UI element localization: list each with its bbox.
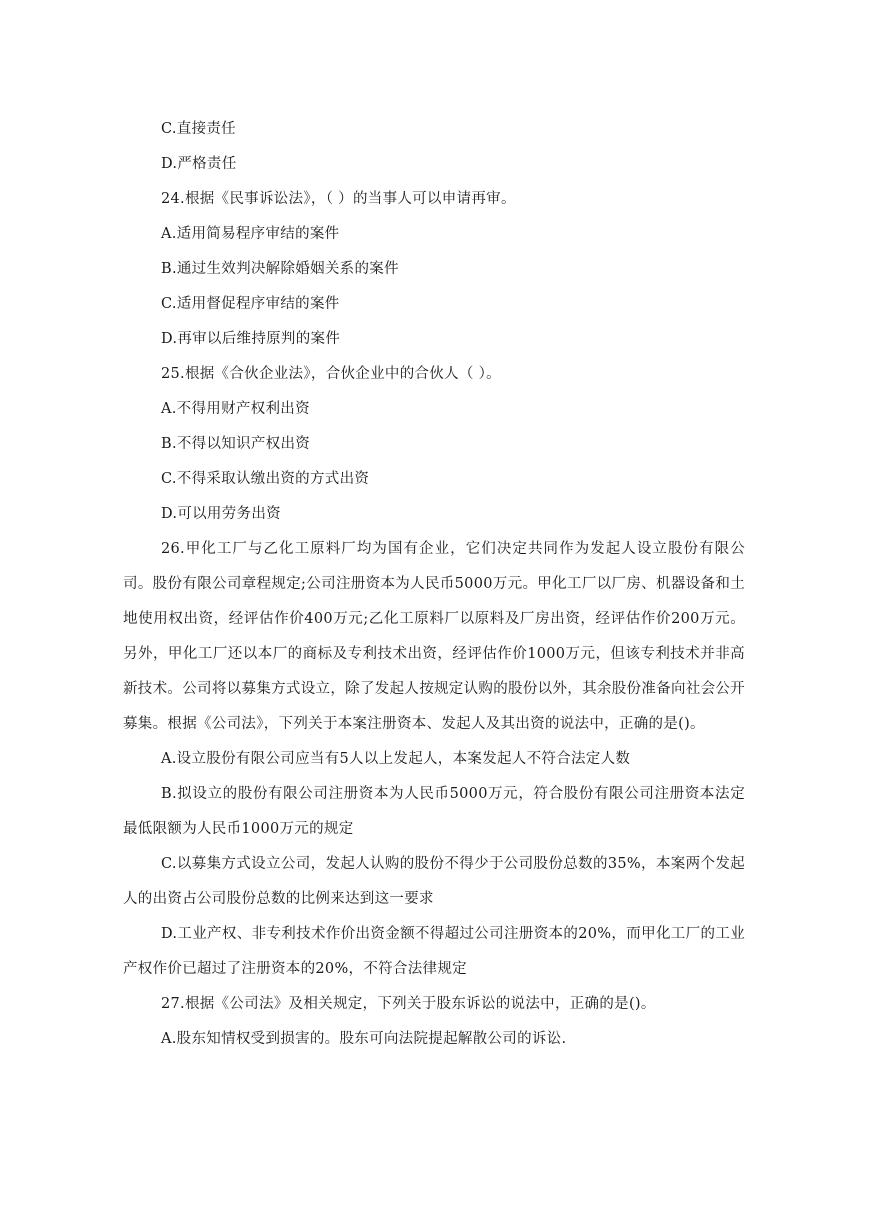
option-a-q27: A.股东知情权受到损害的。股东可向法院提起解散公司的诉讼. <box>161 1031 567 1047</box>
option-d-q23: D.严格责任 <box>161 156 237 172</box>
option-b-q24: B.通过生效判决解除婚姻关系的案件 <box>161 261 399 277</box>
option-c-q23: C.直接责任 <box>161 121 236 137</box>
question-26: 26.甲化工厂与乙化工原料厂均为国有企业，它们决定共同作为发起人设立股份有限公司。股份有限公司章程规定;公司注册资本为人民币5000万元。甲化工厂以厂房、机器设备和土地使用权出资，经评估作价400万元;乙化工原料厂以原料及厂房出资，经评估作价200万元。另外，甲化工厂还以本厂的商标及专利技术出资，经评估作价1000万元，但该专利技术并非高新技术。公司将以募集方式设立，除了发起人按规定认购的股份以外，其余股份准备向社会公开募集。根据《公司法》，下列关于本案注册资本、发起人及其出资的说法中，正确的是()。 <box>123 541 745 732</box>
option-c-q25: C.不得采取认缴出资的方式出资 <box>161 471 370 487</box>
option-d-q25: D.可以用劳务出资 <box>161 506 281 522</box>
option-a-q24: A.适用简易程序审结的案件 <box>161 226 340 242</box>
option-a-q26: A.设立股份有限公司应当有5人以上发起人，本案发起人不符合法定人数 <box>161 751 631 767</box>
question-25: 25.根据《合伙企业法》，合伙企业中的合伙人（ ）。 <box>161 366 501 382</box>
question-27: 27.根据《公司法》及相关规定，下列关于股东诉讼的说法中，正确的是()。 <box>161 996 656 1012</box>
option-b-q25: B.不得以知识产权出资 <box>161 436 311 452</box>
option-d-q24: D.再审以后维持原判的案件 <box>161 331 341 347</box>
option-c-q26: C.以募集方式设立公司，发起人认购的股份不得少于公司股份总数的35%，本案两个发起人的出资占公司股份总数的比例来达到这一要求 <box>123 856 745 907</box>
question-24: 24.根据《民事诉讼法》，（ ）的当事人可以申请再审。 <box>161 191 516 207</box>
option-d-q26: D.工业产权、非专利技术作价出资金额不得超过公司注册资本的20%，而甲化工厂的工业产权作价已超过了注册资本的20%，不符合法律规定 <box>123 926 745 977</box>
option-a-q25: A.不得用财产权利出资 <box>161 401 310 417</box>
document-body <box>123 112 745 1057</box>
option-b-q26: B.拟设立的股份有限公司注册资本为人民币5000万元，符合股份有限公司注册资本法定最低限额为人民币1000万元的规定 <box>123 786 745 837</box>
option-c-q24: C.适用督促程序审结的案件 <box>161 296 340 312</box>
